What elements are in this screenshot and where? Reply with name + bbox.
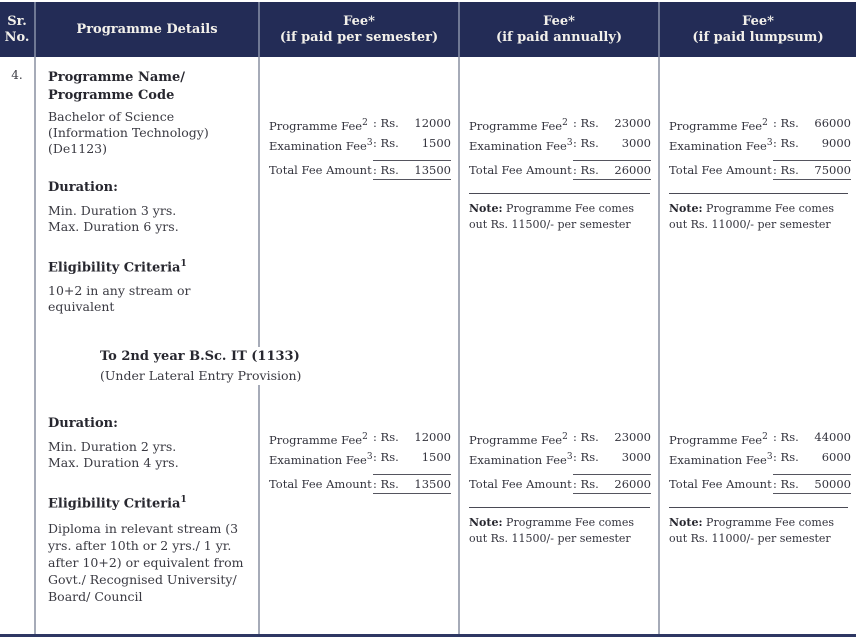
header-sr-line1: Sr. bbox=[7, 13, 27, 29]
header-sr-no bbox=[0, 2, 36, 57]
lateral-entry-block bbox=[100, 347, 307, 385]
table-header-row bbox=[0, 2, 856, 57]
total-fee-line bbox=[669, 160, 851, 180]
fee-note: Note: Programme Fee comes out Rs. 11000/- per semester bbox=[669, 193, 848, 233]
examination-fee-line bbox=[269, 135, 450, 155]
programme-name-heading-line1: Programme Name/ bbox=[48, 70, 186, 85]
eligibility-heading-text: Eligibility Criteria bbox=[48, 260, 181, 276]
total-fee-amount-box bbox=[773, 160, 851, 180]
programme-fee-label: Programme Fee$^2$ bbox=[469, 432, 568, 447]
total-fee-amount-box bbox=[373, 474, 451, 494]
header-sr-line2: No. bbox=[4, 29, 30, 45]
total-fee-amount-box bbox=[373, 160, 451, 180]
programme-fee-label: Programme Fee$^2$ bbox=[669, 432, 768, 447]
examination-fee-line bbox=[669, 449, 851, 469]
programme-fee-line bbox=[469, 429, 650, 449]
eligibility-text: 10+2 in any stream or equivalent bbox=[48, 283, 191, 315]
rs-prefix: : Rs. bbox=[573, 162, 599, 177]
lateral-entry-subheading: (Under Lateral Entry Provision) bbox=[100, 368, 302, 384]
eligibility2-footnote-marker: 1 bbox=[180, 495, 187, 506]
examination-fee-label: Examination Fee$^3$ bbox=[269, 137, 373, 153]
fee-block-semester-1 bbox=[269, 115, 450, 180]
examination-fee-amount: 3000 bbox=[621, 135, 651, 150]
rs-prefix: : Rs. bbox=[573, 116, 599, 130]
total-fee-amount-box bbox=[773, 474, 851, 494]
rs-prefix: : Rs. bbox=[773, 449, 799, 464]
programme-fee-amount: 44000 bbox=[814, 430, 851, 444]
eligibility2-heading-text: Eligibility Criteria bbox=[48, 496, 181, 512]
examination-fee-amount: 1500 bbox=[421, 449, 451, 464]
header-programme-details bbox=[36, 2, 260, 57]
total-fee-line bbox=[469, 160, 650, 180]
total-fee-line bbox=[269, 474, 450, 494]
total-fee-label: Total Fee Amount bbox=[469, 162, 572, 177]
total-fee-label: Total Fee Amount bbox=[669, 162, 772, 177]
header-fee-sem-line1: Fee* bbox=[343, 13, 375, 29]
fee-block-annual-2 bbox=[469, 429, 650, 547]
programme-fee-line bbox=[669, 429, 851, 449]
header-fee-ann-line2: (if paid annually) bbox=[495, 29, 623, 45]
total-fee-amount-box bbox=[573, 474, 651, 494]
total-fee-amount: 26000 bbox=[614, 162, 651, 177]
cell-fee-lumpsum bbox=[660, 57, 856, 634]
fee-note: Note: Programme Fee comes out Rs. 11500/- per semester bbox=[469, 507, 650, 547]
programme-fee-amount: 23000 bbox=[614, 430, 651, 444]
programme-fee-label: Programme Fee$^2$ bbox=[469, 118, 568, 133]
programme-fee-amount: 12000 bbox=[414, 116, 451, 130]
rs-prefix: : Rs. bbox=[773, 430, 799, 444]
rs-prefix: : Rs. bbox=[373, 476, 399, 491]
total-fee-amount: 75000 bbox=[814, 162, 851, 177]
total-fee-line bbox=[469, 474, 650, 494]
header-fee-annual bbox=[460, 2, 660, 57]
header-fee-sem-line2: (if paid per semester) bbox=[279, 29, 439, 45]
sr-no-value: 4. bbox=[11, 68, 23, 82]
rs-prefix: : Rs. bbox=[373, 162, 399, 177]
programme-fee-label: Programme Fee$^2$ bbox=[269, 118, 368, 133]
programme-fee-label: Programme Fee$^2$ bbox=[669, 118, 768, 133]
examination-fee-line bbox=[469, 135, 650, 155]
examination-fee-line bbox=[469, 449, 650, 469]
rs-prefix: : Rs. bbox=[773, 476, 799, 491]
programme-fee-amount: 12000 bbox=[414, 430, 451, 444]
duration-min: Min. Duration 3 yrs. bbox=[48, 203, 177, 218]
total-fee-amount: 13500 bbox=[414, 476, 451, 491]
programme-fee-amount: 66000 bbox=[814, 116, 851, 130]
total-fee-amount: 26000 bbox=[614, 476, 651, 491]
rs-prefix: : Rs. bbox=[573, 476, 599, 491]
table-body-row bbox=[0, 57, 856, 637]
examination-fee-label: Examination Fee$^3$ bbox=[669, 137, 773, 153]
eligibility-heading bbox=[48, 255, 248, 277]
fee-note: Note: Programme Fee comes out Rs. 11000/- per semester bbox=[669, 507, 848, 547]
programme-fee-line bbox=[669, 115, 851, 135]
programme-fee-amount: 23000 bbox=[614, 116, 651, 130]
fee-block-lumpsum-2 bbox=[669, 429, 851, 547]
duration2-min: Min. Duration 2 yrs. bbox=[48, 439, 177, 455]
header-details-label: Programme Details bbox=[76, 21, 218, 37]
header-fee-lumpsum bbox=[660, 2, 856, 57]
programme-fee-line bbox=[469, 115, 650, 135]
examination-fee-label: Examination Fee$^3$ bbox=[669, 451, 773, 467]
cell-fee-semester bbox=[260, 57, 460, 634]
rs-prefix: : Rs. bbox=[373, 449, 399, 464]
programme-name-line2: (Information Technology) bbox=[48, 125, 209, 140]
cell-fee-annual bbox=[460, 57, 660, 634]
examination-fee-amount: 3000 bbox=[621, 449, 651, 464]
header-fee-lump-line1: Fee* bbox=[742, 13, 774, 29]
rs-prefix: : Rs. bbox=[373, 430, 399, 444]
rs-prefix: : Rs. bbox=[373, 116, 399, 130]
fee-block-annual-1 bbox=[469, 115, 650, 233]
examination-fee-line bbox=[269, 449, 450, 469]
total-fee-line bbox=[269, 160, 450, 180]
fee-block-lumpsum-1 bbox=[669, 115, 851, 233]
rs-prefix: : Rs. bbox=[773, 135, 799, 150]
examination-fee-line bbox=[669, 135, 851, 155]
programme-fee-line bbox=[269, 115, 450, 135]
examination-fee-label: Examination Fee$^3$ bbox=[469, 451, 573, 467]
total-fee-amount: 13500 bbox=[414, 162, 451, 177]
rs-prefix: : Rs. bbox=[773, 162, 799, 177]
rs-prefix: : Rs. bbox=[573, 135, 599, 150]
rs-prefix: : Rs. bbox=[773, 116, 799, 130]
eligibility2-heading bbox=[48, 491, 248, 513]
total-fee-amount-box bbox=[573, 160, 651, 180]
eligibility2-text: Diploma in relevant stream (3 yrs. after 10th or 2 yrs./ 1 yr. after 10+2) or equivalent from Govt./ Recognised University/ Board/ Council bbox=[48, 520, 244, 604]
header-fee-lump-line2: (if paid lumpsum) bbox=[692, 29, 824, 45]
programme-fee-label: Programme Fee$^2$ bbox=[269, 432, 368, 447]
total-fee-label: Total Fee Amount bbox=[469, 476, 572, 491]
total-fee-label: Total Fee Amount bbox=[669, 476, 772, 491]
programme-name-heading-line2: Programme Code bbox=[48, 88, 175, 103]
duration2-heading: Duration: bbox=[48, 416, 118, 432]
eligibility-footnote-marker: 1 bbox=[180, 259, 187, 269]
programme-name-line1: Bachelor of Science bbox=[48, 109, 175, 124]
duration-heading: Duration: bbox=[48, 180, 118, 195]
cell-programme-details bbox=[36, 57, 302, 634]
header-fee-ann-line1: Fee* bbox=[543, 13, 575, 29]
lateral-entry-heading: To 2nd year B.Sc. IT (1133) bbox=[100, 349, 300, 365]
total-fee-line bbox=[669, 474, 851, 494]
programme-fee-line bbox=[269, 429, 450, 449]
fee-block-semester-2 bbox=[269, 429, 450, 494]
programme-code: (De1123) bbox=[48, 141, 107, 156]
header-fee-semester bbox=[260, 2, 460, 57]
examination-fee-amount: 6000 bbox=[821, 449, 851, 464]
rs-prefix: : Rs. bbox=[373, 135, 399, 150]
examination-fee-label: Examination Fee$^3$ bbox=[269, 451, 373, 467]
total-fee-label: Total Fee Amount bbox=[269, 162, 372, 177]
duration2-max: Max. Duration 4 yrs. bbox=[48, 455, 179, 471]
total-fee-label: Total Fee Amount bbox=[269, 476, 372, 491]
examination-fee-amount: 1500 bbox=[421, 135, 451, 150]
examination-fee-label: Examination Fee$^3$ bbox=[469, 137, 573, 153]
fee-note: Note: Programme Fee comes out Rs. 11500/- per semester bbox=[469, 193, 650, 233]
total-fee-amount: 50000 bbox=[814, 476, 851, 491]
cell-sr-no bbox=[0, 57, 36, 634]
examination-fee-amount: 9000 bbox=[821, 135, 851, 150]
rs-prefix: : Rs. bbox=[573, 449, 599, 464]
duration-max: Max. Duration 6 yrs. bbox=[48, 219, 179, 234]
rs-prefix: : Rs. bbox=[573, 430, 599, 444]
